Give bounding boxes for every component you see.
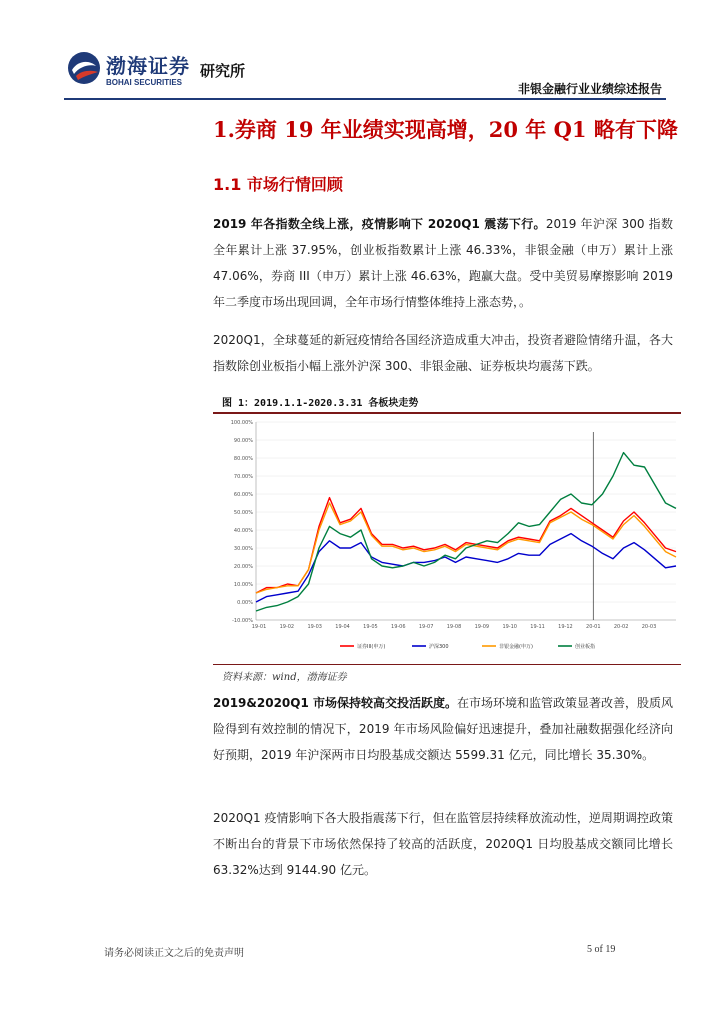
legend-label: 证券III(申万) [357,644,386,650]
paragraph-4 [213,805,673,883]
y-tick-label: 20.00% [233,564,253,570]
y-tick-label: 10.00% [233,582,253,588]
paragraph-3-lead: 2019&2020Q1 市场保持较高交投活跃度。 [213,696,457,710]
footer-page-number: 5 of 19 [587,944,616,955]
figure-title: 图 1：2019.1.1-2020.3.31 各板块走势 [222,398,419,409]
x-tick-label: 19-04 [335,624,350,630]
legend-label: 非银金融(申万) [499,644,533,650]
y-tick-label: 70.00% [233,474,253,480]
logo-chinese-name: 渤海证券 [106,54,190,78]
subsection-heading: 1.1 市场行情回顾 [213,175,343,194]
paragraph-2-body: 2020Q1，全球蔓延的新冠疫情给各国经济造成重大冲击，投资者避险情绪升温，各大指数除创业板指小幅上涨外沪深 300、非银金融、证券板块均震荡下跌。 [213,333,673,373]
y-tick-label: 50.00% [233,510,253,516]
x-tick-label: 19-10 [502,624,517,630]
y-tick-label: 60.00% [233,492,253,498]
sector-trend-chart [222,416,682,660]
figure-bottom-rule [213,664,681,665]
y-tick-label: 0.00% [237,600,253,606]
page-header [0,0,724,100]
y-tick-label: 100.00% [230,420,253,426]
y-tick-label: 40.00% [233,528,253,534]
x-tick-label: 20-03 [641,624,657,630]
paragraph-4-body: 2020Q1 疫情影响下各大股指震荡下行，但在监管层持续释放流动性，逆周期调控政策不断出台的背景下市场依然保持了较高的活跃度，2020Q1 日均股基成交额同比增长 63.32%达到 9144.90 亿元。 [213,811,673,877]
report-type-label: 非银金融行业业绩综述报告 [517,82,662,96]
x-tick-label: 20-01 [586,624,601,630]
x-tick-label: 19-05 [363,624,378,630]
x-tick-label: 19-03 [307,624,322,630]
y-tick-label: 30.00% [233,546,253,552]
x-tick-label: 20-02 [613,624,629,630]
x-tick-label: 19-11 [530,624,545,630]
paragraph-1-body: 2019 年沪深 300 指数全年累计上涨 37.95%，创业板指数累计上涨 46.33%，非银金融（申万）累计上涨 47.06%，券商 III（申万）累计上涨 46.63%，跑赢大盘。受中美贸易摩擦影响 2019 年二季度市场出现回调，全年市场行情整体维持上涨态势，。 [213,217,674,309]
x-tick-label: 19-09 [474,624,490,630]
y-tick-label: 90.00% [233,438,253,444]
legend-label: 创业板指 [575,644,596,650]
figure-top-rule [213,412,681,414]
paragraph-3 [213,690,673,768]
header-divider [64,98,666,100]
paragraph-3-body: 在市场环境和监管政策显著改善，股质风险得到有效控制的情况下，2019 年市场风险偏好迅速提升，叠加社融数据强化经济向好预期，2019 年沪深两市日均股基成交额达 5599.31 亿元，同比增长 35.30%。 [213,696,674,762]
y-tick-label: -10.00% [232,618,253,624]
logo-english-name: BOHAI SECURITIES [106,78,183,87]
x-tick-label: 19-02 [279,624,295,630]
paragraph-1-lead: 2019 年各指数全线上涨，疫情影响下 2020Q1 震荡下行。 [213,217,546,231]
figure-source: 资料来源：wind，渤海证券 [222,672,347,683]
x-tick-label: 19-06 [391,624,406,630]
footer-disclaimer: 请务必阅读正文之后的免责声明 [104,948,244,959]
x-tick-label: 19-08 [446,624,462,630]
section-heading: 1.券商 19 年业绩实现高增，20 年 Q1 略有下降 [213,117,678,142]
paragraph-2 [213,327,673,379]
y-tick-label: 80.00% [233,456,253,462]
x-tick-label: 19-12 [558,624,573,630]
institute-label: 研究所 [200,62,246,80]
legend-label: 沪深300 [429,644,449,650]
bohai-logo-icon [66,50,102,86]
paragraph-1 [213,211,673,315]
x-tick-label: 19-01 [251,624,267,630]
x-tick-label: 19-07 [418,624,434,630]
